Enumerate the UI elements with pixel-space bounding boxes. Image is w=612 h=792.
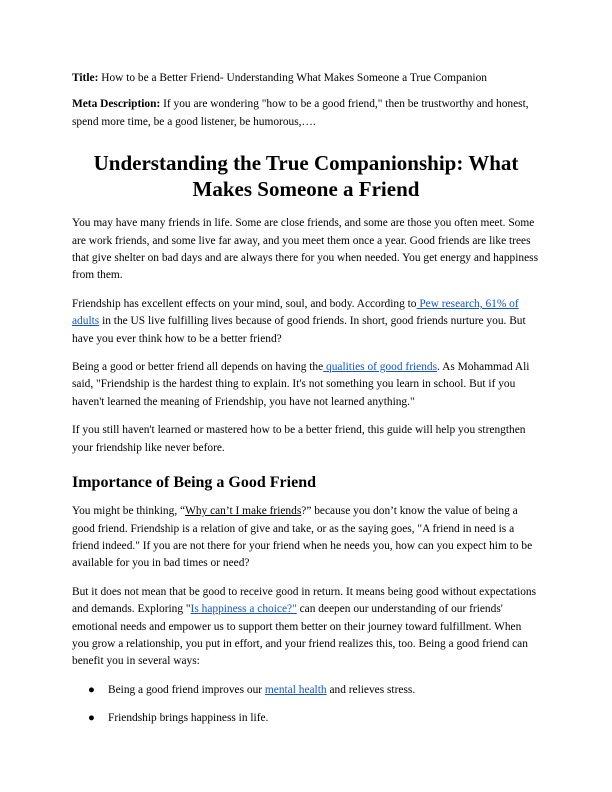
pew-research-link[interactable]: Pew research, 61% of adults [72,297,519,328]
intro-p3-after: . As Mohammad Ali said, "Friendship is the hardest thing to explain. It's not something you learn in school. But if you haven't learned the meaning of Friendship, you have not learned anything." [72,361,530,408]
meta-title-text: How to be a Better Friend- Understanding What Makes Someone a True Companion [98,72,487,84]
qualities-of-good-friends-link[interactable]: qualities of good friends [323,361,438,374]
importance-p2-after: can deepen our understanding of our friends' emotional needs and empower us to support them better on their journey toward fulfillment. When you grow a relationship, you put in effort, and your friend realizes this, too. Being a good friend can benefit you in several ways: [72,603,528,668]
list-item-before: Being a good friend improves our [108,683,265,696]
why-cant-i-make-friends-link[interactable]: Why can’t I make friends [185,505,302,518]
meta-title-label: Title: [72,72,99,84]
mental-health-link[interactable]: mental health [264,683,327,696]
list-item [72,682,540,699]
bullet-icon: ● [88,712,95,725]
importance-p1-after: ?” because you don’t know the value of being a good friend. Friendship is a relation of give and take, or as the saying goes, "A friend in need is a friend indeed." If you are not there for your friend when he needs you, how can you expect him to be available for you in bad times or need? [72,505,533,570]
intro-paragraph-4: If you still haven't learned or mastered how to be a better friend, this guide will help you strengthen your friendship like never before. [72,424,526,454]
section-heading-importance: Importance of Being a Good Friend [72,474,316,492]
list-item-after: and relieves stress. [326,683,416,696]
intro-p2-before: Friendship has excellent effects on your mind, soul, and body. According to [72,297,417,310]
importance-p1-before: You might be thinking, “ [72,505,186,518]
intro-paragraph-2 [72,296,540,348]
meta-description-label: Meta Description: [72,98,161,111]
intro-paragraph-1: You may have many friends in life. Some are close friends, and some are those you often meet. Some are work friends, and some live far away, and you meet them once a year. Good friends are like trees that give shelter on bad days and are always there for you when needed. You get energy and happiness from them. [72,217,539,282]
main-heading: Understanding the True Companionship: What Makes Someone a Friend [93,151,519,202]
list-item-before: Friendship brings happiness in life. [108,712,269,725]
importance-paragraph-1 [72,503,540,573]
list-item [72,710,540,727]
benefits-list [72,682,540,728]
is-happiness-a-choice-link[interactable]: Is happiness a choice?" [190,603,297,616]
intro-p2-after: in the US live fulfilling lives because of good friends. In short, good friends nurture you. But have you ever think how to be a better friend? [72,315,526,345]
importance-p2-before: But it does not mean that be good to receive good in return. It means being good without expectations and demands. Exploring " [72,585,537,616]
intro-p3-before: Being a good or better friend all depends on having the [72,361,324,374]
meta-description-text: If you are wondering "how to be a good friend," then be trustworthy and honest, spend more time, be a good listener, be humorous,…. [72,98,529,128]
intro-paragraph-3 [72,359,540,411]
bullet-icon: ● [88,683,95,696]
importance-paragraph-2 [72,584,540,671]
meta-description [72,96,540,131]
meta-title [72,70,540,87]
